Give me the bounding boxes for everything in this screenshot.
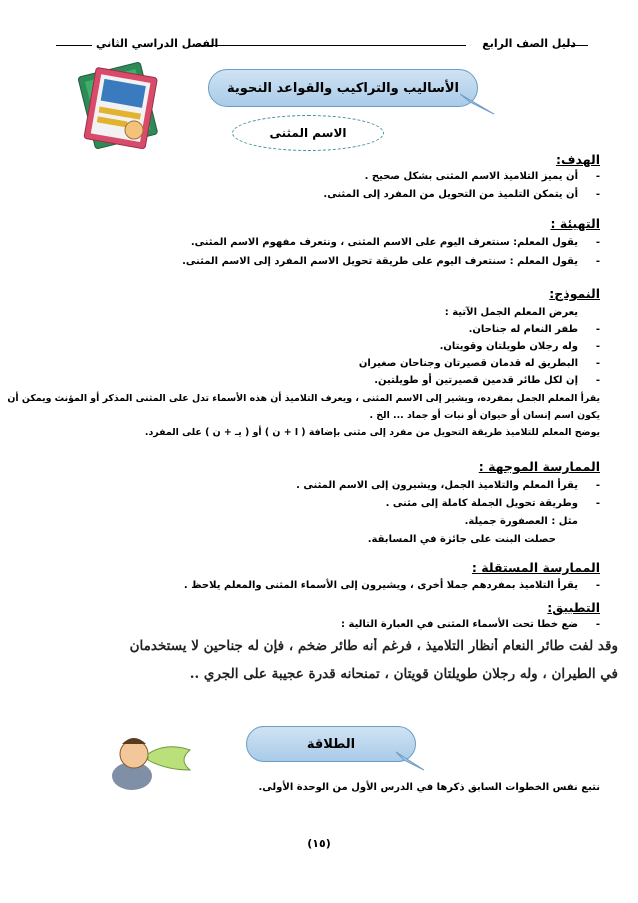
passage-line: وقد لفت طائر النعام أنظار التلاميذ ، فرغم أنه طائر ضخم ، فإن له جناحين لا يستخدمان <box>129 638 618 654</box>
model-item-text: البطريق له قدمان قصيرتان وجناحان صغيران <box>358 358 578 369</box>
application-item-text: ضع خطا تحت الأسماء المثنى في العبارة التالية : <box>341 619 578 630</box>
banner-tail-icon <box>460 92 496 116</box>
application-item: -ضع خطا تحت الأسماء المثنى في العبارة التالية : <box>341 619 600 630</box>
passage-line: في الطيران ، وله رجلان طويلتان قويتان ، تمنحانه قدرة عجيبة على الجري .. <box>189 666 618 682</box>
model-paragraph: يقرأ المعلم الجمل بمفرده، ويشير إلى الاسم المثنى ، ويعرف التلاميذ أن هذه الأسماء تدل على المثنى المذكر أو المؤنث ويمكن أن <box>7 393 600 404</box>
guided-item-text: وطريقة تحويل الجملة كاملة إلى مثنى . <box>385 498 578 509</box>
warmup-item-text: يقول المعلم: سنتعرف اليوم على الاسم المثنى ، ونتعرف مفهوم الاسم المثنى. <box>190 237 578 248</box>
model-item: -وله رجلان طويلتان وقويتان. <box>439 341 600 352</box>
fluency-tail-icon <box>396 750 426 772</box>
goal-title: الهدف: <box>556 152 600 167</box>
application-passage <box>22 618 618 694</box>
warmup-item-text: يقول المعلم : سنتعرف اليوم على طريقة تحويل الاسم المفرد إلى الاسم المثنى. <box>182 256 578 267</box>
section-banner-title: الأساليب والتراكيب والقواعد النحوية <box>227 80 459 96</box>
model-intro: يعرض المعلم الجمل الآتية : <box>444 307 578 318</box>
section-banner <box>208 69 478 107</box>
guided-item: -يقرأ المعلم والتلاميذ الجمل، ويشيرون إلى الاسم المثنى . <box>296 480 600 491</box>
goal-item: -أن يميز التلاميذ الاسم المثنى بشكل صحيح . <box>364 171 600 182</box>
fluency-text: نتبع نفس الخطوات السابق ذكرها في الدرس الأول من الوحدة الأولى. <box>258 782 600 793</box>
model-paragraph: يوضح المعلم للتلاميذ طريقة التحويل من مفرد إلى مثنى بإضافة ( ا + ن ) أو ( يـ + ن ) على المفرد. <box>144 427 600 438</box>
warmup-title: التهيئة : <box>550 216 600 231</box>
guided-item-text: يقرأ المعلم والتلاميذ الجمل، ويشيرون إلى الاسم المثنى . <box>296 480 578 491</box>
header-semester: الفصل الدراسي الثاني <box>96 37 219 50</box>
independent-item-text: يقرأ التلاميذ بمفردهم جملا أخرى ، ويشيرون إلى الأسماء المثنى والمعلم يلاحظ . <box>183 580 578 591</box>
warmup-item: -يقول المعلم : سنتعرف اليوم على طريقة تحويل الاسم المفرد إلى الاسم المثنى. <box>182 256 600 267</box>
model-paragraph: يكون اسم إنسان أو حيوان أو نبات أو جماد ... الخ . <box>369 410 600 421</box>
model-item: -طفر النعام له جناحان. <box>468 324 600 335</box>
fluency-illustration-icon <box>108 730 194 794</box>
header-guide-title: دليل الصف الرابع <box>482 37 576 50</box>
warmup-item: -يقول المعلم: سنتعرف اليوم على الاسم المثنى ، ونتعرف مفهوم الاسم المثنى. <box>190 237 600 248</box>
header-line-right <box>562 45 588 46</box>
independent-title: الممارسة المستقلة : <box>471 560 600 575</box>
header-line-left <box>56 45 92 46</box>
independent-item: -يقرأ التلاميذ بمفردهم جملا أخرى ، ويشيرون إلى الأسماء المثنى والمعلم يلاحظ . <box>183 580 600 591</box>
books-illustration-icon <box>72 58 168 154</box>
guided-title: الممارسة الموجهة : <box>478 459 600 474</box>
application-title: التطبيق: <box>547 600 600 615</box>
lesson-title-badge <box>232 115 384 151</box>
model-item-text: طفر النعام له جناحان. <box>468 324 578 335</box>
fluency-banner <box>246 726 416 762</box>
guided-example: حصلت البنت على جائزة في المسابقة. <box>367 534 556 545</box>
model-item-text: وله رجلان طويلتان وقويتان. <box>439 341 578 352</box>
model-title: النموذج: <box>549 286 600 301</box>
lesson-title: الاسم المثنى <box>269 126 347 140</box>
guided-item: -وطريقة تحويل الجملة كاملة إلى مثنى . <box>385 498 600 509</box>
guided-example: مثل : العصفورة جميلة. <box>464 516 578 527</box>
model-item: -البطريق له قدمان قصيرتان وجناحان صغيران <box>358 358 600 369</box>
header-line-middle <box>198 45 466 46</box>
model-item-text: إن لكل طائر قدمين قصيرتين أو طويلتين. <box>374 375 578 386</box>
fluency-title: الطلاقة <box>306 736 356 752</box>
goal-item: -أن يتمكن التلميذ من التحويل من المفرد إلى المثنى. <box>323 189 600 200</box>
goal-item-text: أن يميز التلاميذ الاسم المثنى بشكل صحيح . <box>364 171 578 182</box>
model-item: -إن لكل طائر قدمين قصيرتين أو طويلتين. <box>374 375 600 386</box>
page-number: (١٥) <box>307 837 331 850</box>
goal-item-text: أن يتمكن التلميذ من التحويل من المفرد إلى المثنى. <box>323 189 578 200</box>
